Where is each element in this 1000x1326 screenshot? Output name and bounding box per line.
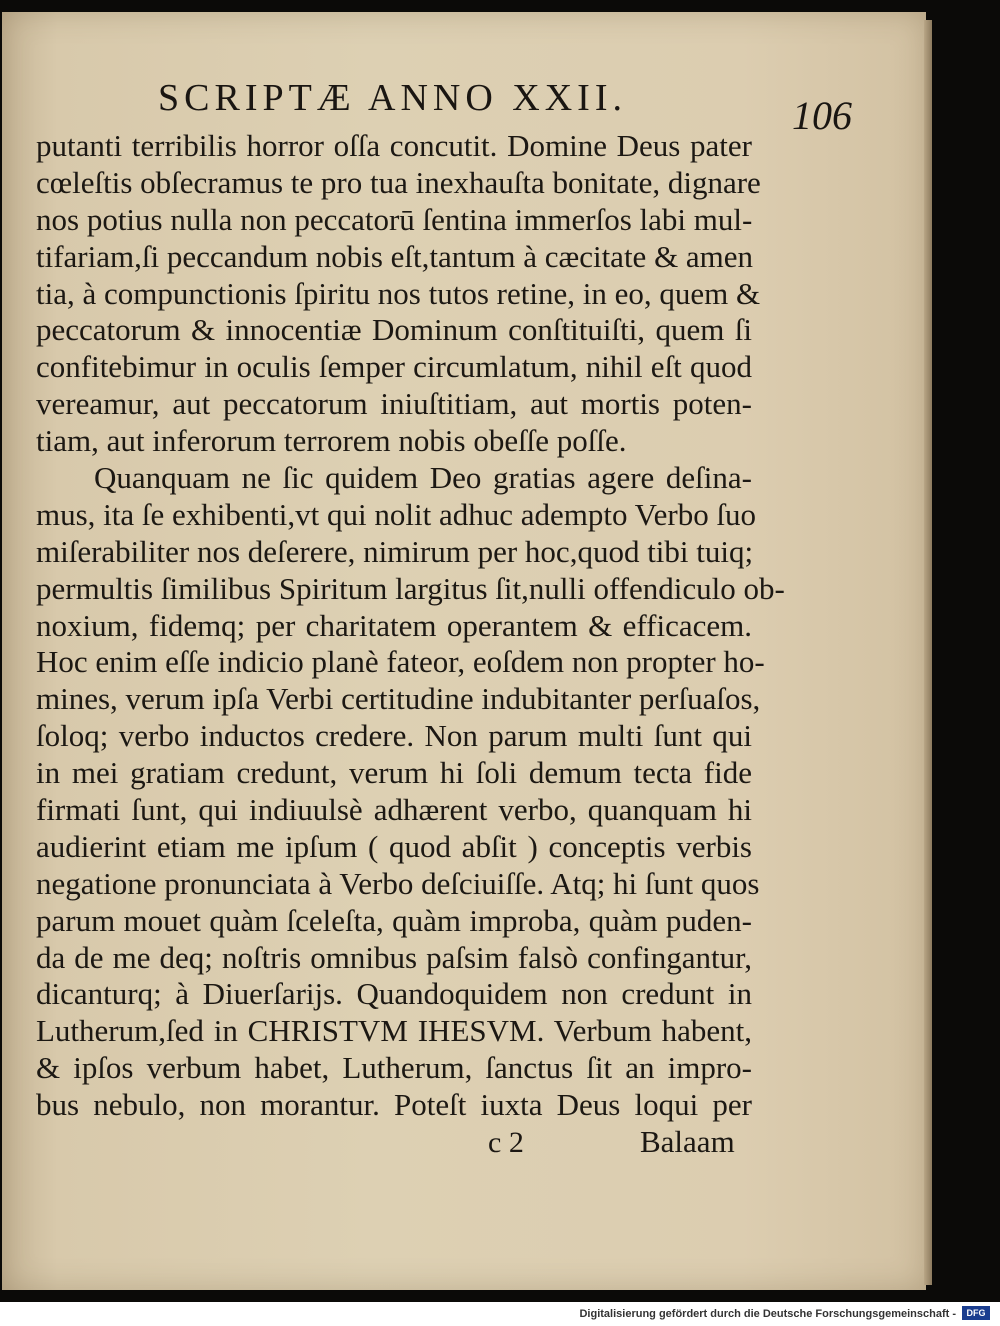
text-line: mus, ita ſe exhibenti,vt qui nolit adhuc adempto Verbo ſuo [36,496,757,532]
running-head: SCRIPTÆ ANNO XXII. [158,77,627,119]
text-line: permultis ſimilibus Spiritum largitus ſit,nulli offendiculo ob- [36,570,785,606]
text-line: Quanquam ne ſic quidem Deo gratias agere deſina- [94,460,752,496]
footer-bar [0,1302,1000,1326]
text-line: tia, à compunctionis ſpiritu nos tutos retine, in eo, quem & [36,275,761,311]
text-line: bus nebulo, non morantur. Poteſt iuxta Deus loqui per [36,1087,752,1123]
funding-notice: Digitalisierung gefördert durch die Deutsche Forschungsgemeinschaft - [579,1308,956,1320]
text-line: audierint etiam me ipſum ( quod abſit ) conceptis verbis [36,828,752,864]
text-line: putanti terribilis horror oſſa concutit. Domine Deus pater [36,128,752,163]
text-line: ſoloq; verbo inductos credere. Non parum multi ſunt qui [36,718,752,754]
text-line: dicanturq; à Diuerſarijs. Quandoquidem non credunt in [36,976,752,1012]
text-line: negatione pronunciata à Verbo deſciuiſſe. Atq; hi ſunt quos [36,865,760,901]
text-line: cœleſtis obſecramus te pro tua inexhauſta bonitate, dignare [36,164,761,200]
text-line: tifariam,ſi peccandum nobis eſt,tantum à cæcitate & amen [36,238,754,274]
dfg-logo: DFG [962,1306,990,1320]
text-line: mines, verum ipſa Verbi certitudine indubitanter perſuaſos, [36,681,761,717]
signature-mark: c 2 [488,1126,524,1159]
text-line: noxium, fidemq; per charitatem operantem & efficacem. [36,607,752,643]
body-text [36,128,785,1123]
page-edge [924,20,932,1285]
text-line: Hoc enim eſſe indicio planè fateor, eoſdem non propter ho- [36,644,765,680]
text-line: parum mouet quàm ſceleſta, quàm improba, quàm puden- [36,902,752,938]
text-line: in mei gratiam credunt, verum hi ſoli demum tecta fide [36,755,752,791]
text-line: miſerabiliter nos deſerere, nimirum per hoc,quod tibi tuiq; [36,533,754,569]
text-line: confitebimur in oculis ſemper circumlatum, nihil eſt quod [36,349,752,385]
text-line: & ipſos verbum habet, Lutherum, ſanctus ſit an impro- [36,1050,752,1086]
text-line: peccatorum & innocentiæ Dominum conſtituiſti, quem ſi [36,312,752,348]
page-number: 106 [792,93,852,138]
text-line: Lutherum,ſed in CHRISTVM IHESVM. Verbum habent, [36,1013,752,1049]
catchword: Balaam [640,1124,735,1159]
text-line: firmati ſunt, qui indiuulsè adhærent verbo, quanquam hi [36,792,752,828]
text-line: nos potius nulla non peccatorū ſentina immerſos labi mul- [36,201,753,237]
text-line: tiam, aut inferorum terrorem nobis obeſſe poſſe. [36,423,627,459]
text-line: da de me deq; noſtris omnibus paſsim falsò confingantur, [36,939,752,975]
text-line: vereamur, aut peccatorum iniuſtitiam, aut mortis poten- [36,386,752,422]
